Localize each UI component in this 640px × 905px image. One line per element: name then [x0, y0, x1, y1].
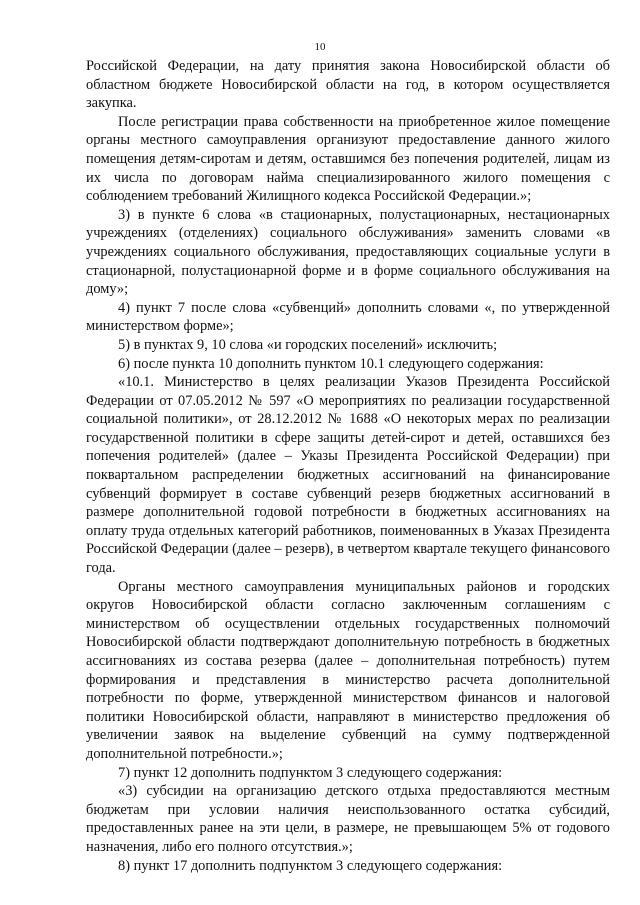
document-body: [86, 57, 610, 875]
paragraph: 4) пункт 7 после слова «субвенций» дополнить словами «, по утвержденной министерством форме»;: [86, 299, 610, 335]
paragraph: 8) пункт 17 дополнить подпунктом 3 следующего содержания:: [118, 857, 503, 874]
paragraph: 3) в пункте 6 слова «в стационарных, полустационарных, нестационарных учреждениях (отделениях) социального обслуживания» заменить словами «в учреждениях социального обслуживания, предоставляющих социальные услуги в стационарной, полустационарной форме и в форме социального обслуживания на дому»;: [86, 206, 610, 298]
paragraph: 7) пункт 12 дополнить подпунктом 3 следующего содержания:: [118, 764, 503, 781]
paragraph: Органы местного самоуправления муниципальных районов и городских округов Новосибирской области согласно заключенным соглашениям с министерством об осуществлении отдельных государственных полномочий Новосибирской области подтверждают дополнительную потребность в бюджетных ассигнованиях из состава резерва (далее – дополнительная потребность) путем формирования и представления в министерство расчета дополнительной потребности по форме, утвержденной министерством финансов и налоговой политики Новосибирской области, направляют в министерство предложения об увеличении заявок на выделение субвенций на сумму подтвержденной дополнительной потребности.»;: [86, 578, 610, 762]
paragraph: «3) субсидии на организацию детского отдыха предоставляются местным бюджетам при условии наличия неиспользованного остатка субсидий, предоставленных ранее на эти цели, в размере, не превышающем 5% от годового назначения, либо его полного отсутствия.»;: [86, 783, 610, 855]
paragraph: После регистрации права собственности на приобретенное жилое помещение органы местного самоуправления организуют предоставление данного жилого помещения детям-сиротам и детям, оставшимся без попечения родителей, лицам из их числа по договорам найма специализированного жилого помещения с соблюдением требований Жилищного кодекса Российской Федерации.»;: [86, 113, 610, 205]
paragraph: Российской Федерации, на дату принятия закона Новосибирской области об областном бюджете Новосибирской области на год, в котором осуществляется закупка.: [86, 58, 610, 112]
paragraph: 5) в пунктах 9, 10 слова «и городских поселений» исключить;: [118, 336, 498, 353]
paragraph: 6) после пункта 10 дополнить пунктом 10.1 следующего содержания:: [118, 355, 544, 372]
page-number: 10: [314, 41, 326, 53]
paragraph: «10.1. Министерство в целях реализации Указов Президента Российской Федерации от 07.05.2012 № 597 «О мероприятиях по реализации государственной социальной политики», от 28.12.2012 № 1688 «О некоторых мерах по реализации государственной политики в сфере защиты детей-сирот и детей, оставшихся без попечения родителей» (далее – Указы Президента Российской Федерации) при поквартальном распределении бюджетных ассигнований на финансирование субвенций формирует в составе субвенций резерв бюджетных ассигнований в размере дополнительной годовой потребности в бюджетных ассигнованиях на оплату труда отдельных категорий работников, поименованных в Указах Президента Российской Федерации (далее – резерв), в четвертом квартале текущего финансового года.: [86, 374, 610, 577]
